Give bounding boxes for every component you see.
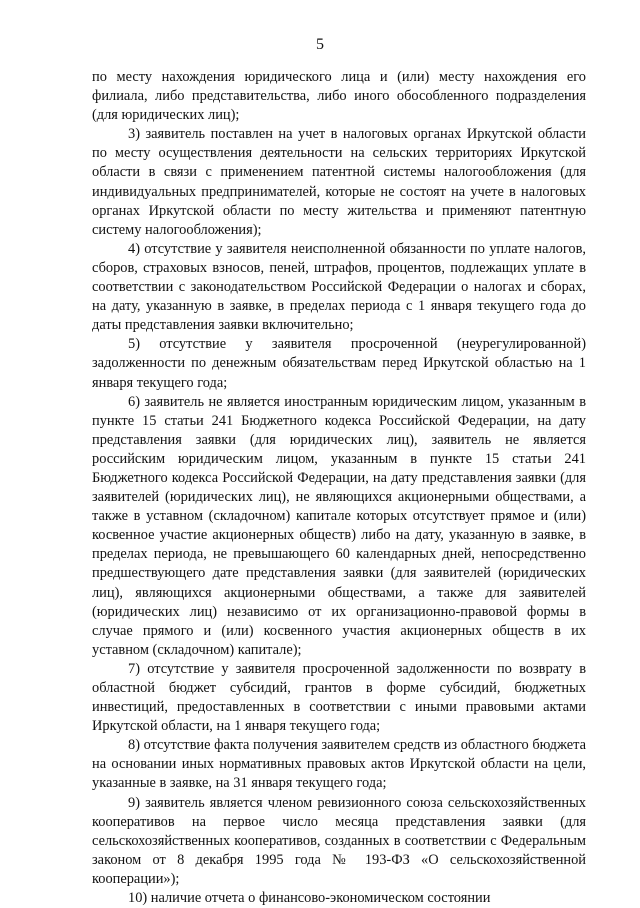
paragraph-continuation: по месту нахождения юридического лица и (или) месту нахождения его филиала, либо представительства, либо иного обособленного подразделения (для юридических лиц); [92, 69, 586, 124]
paragraph-item-5: 5) отсутствие у заявителя просроченной (неурегулированной) задолженности по денежным обязательствам перед Иркутской областью на 1 января текущего года; [92, 336, 586, 391]
paragraph-item-8: 8) отсутствие факта получения заявителем средств из областного бюджета на основании иных нормативных правовых актов Иркутской области на цели, указанные в заявке, на 31 января текущего года; [92, 737, 586, 792]
paragraph-item-9: 9) заявитель является членом ревизионного союза сельскохозяйственных кооперативов на первое число месяца представления заявки (для сельскохозяйственных кооперативов, созданных в соответствии с Федеральным законом от 8 декабря 1995 года № 193-ФЗ «О сельскохозяйственной кооперации»); [92, 794, 586, 887]
paragraph-item-10: 10) наличие отчета о финансово-экономическом состоянии [128, 890, 491, 907]
paragraph-item-3: 3) заявитель поставлен на учет в налоговых органах Иркутской области по месту осуществления деятельности на сельских территориях Иркутской области в связи с применением патентной системы налогообложения (для индивидуальных предпринимателей, которые не состоят на учете в налоговых органах Иркутской области по месту жительства и применяют патентную систему налогообложения); [92, 126, 586, 238]
paragraph-item-6: 6) заявитель не является иностранным юридическим лицом, указанным в пункте 15 статьи 241 Бюджетного кодекса Российской Федерации, на дату представления заявки (для юридических лиц), заявитель не является российским юридическим лицом, указанным в пункте 15 статьи 241 Бюджетного кодекса Российской Федерации, на дату представления заявки (для заявителей (юридических лиц), не являющихся акционерными обществами, а также в уставном (складочном) капитале которых отсутствует прямое и (или) косвенное участие акционерных обществ) либо на дату, указанную в заявке, в пределах периода, не превышающего 60 календарных дней, непосредственно предшествующего дате представления заявки (для заявителей (юридических лиц), являющихся акционерными обществами, а также для заявителей (юридических лиц) независимо от их организационно-правовой формы в случае прямого и (или) косвенного участия акционерных обществ в их уставном (складочном) капитале); [92, 393, 586, 658]
paragraph-item-4: 4) отсутствие у заявителя неисполненной обязанности по уплате налогов, сборов, страховых взносов, пеней, штрафов, процентов, подлежащих уплате в соответствии с законодательством Российской Федерации о налогах и сборах, на дату, указанную в заявке, в пределах периода с 1 января текущего года до даты представления заявки включительно; [92, 240, 586, 334]
document-body [92, 68, 586, 908]
page-number: 5 [316, 36, 324, 53]
paragraph-item-7: 7) отсутствие у заявителя просроченной задолженности по возврату в областной бюджет субсидий, грантов в форме субсидий, бюджетных инвестиций, предоставленных в соответствии с иными правовыми актами Иркутской области, на 1 января текущего года; [92, 660, 586, 735]
